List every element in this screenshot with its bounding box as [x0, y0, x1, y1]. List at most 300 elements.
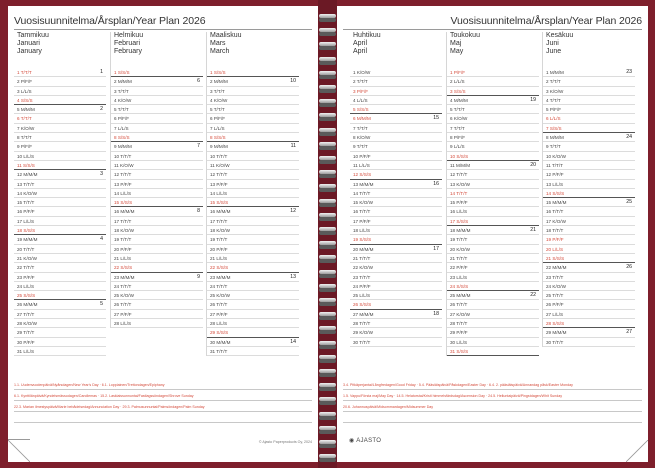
day-row[interactable] — [543, 235, 635, 244]
day-label: 31 S/S/S — [450, 348, 469, 354]
holiday-note-line: 1.1. Uudenvuodenpäivä/Nyårsdagen/New Year's Day · 6.1. Loppiainen/Trettondagen/Epiphany — [14, 379, 312, 390]
day-row[interactable] — [207, 189, 299, 198]
month-header — [14, 32, 106, 68]
day-row[interactable] — [207, 68, 299, 77]
day-row[interactable] — [543, 282, 635, 291]
day-row[interactable] — [207, 170, 299, 179]
day-row[interactable] — [543, 338, 635, 347]
day-label: 18 T/T/T — [546, 228, 564, 234]
day-row[interactable] — [111, 226, 203, 235]
day-label: 13 T/T/T — [17, 181, 35, 187]
day-row[interactable] — [350, 263, 442, 272]
month-name-fi: Tammikuu — [17, 32, 49, 39]
day-row[interactable] — [543, 291, 635, 300]
day-row[interactable] — [14, 198, 106, 207]
day-label: 3 P/F/F — [353, 88, 369, 94]
week-number: 16 — [433, 180, 439, 187]
day-row[interactable] — [207, 152, 299, 161]
day-row[interactable] — [543, 142, 635, 151]
day-row[interactable] — [111, 77, 203, 86]
week-number: 15 — [433, 115, 439, 122]
day-row[interactable] — [111, 105, 203, 114]
binding-ring — [319, 57, 336, 61]
day-row[interactable] — [447, 245, 539, 254]
day-row[interactable] — [543, 96, 635, 105]
day-label: 26 M/M/M — [17, 302, 38, 308]
binding-ring — [319, 383, 336, 387]
month-column — [542, 32, 635, 347]
day-row[interactable] — [350, 310, 442, 319]
day-row[interactable] — [543, 328, 635, 337]
day-row[interactable] — [350, 282, 442, 291]
day-label: 16 P/F/F — [17, 209, 35, 215]
day-label: 16 M/M/M — [114, 209, 135, 215]
day-row[interactable] — [543, 198, 635, 207]
day-row[interactable] — [111, 254, 203, 263]
day-label: 20 T/T/T — [17, 246, 35, 252]
day-row[interactable] — [350, 198, 442, 207]
day-label: 28 K/O/W — [17, 321, 37, 327]
day-label: 26 P/F/F — [546, 302, 564, 308]
day-row[interactable] — [14, 245, 106, 254]
day-row[interactable] — [14, 133, 106, 142]
day-label: 10 L/L/S — [17, 153, 35, 159]
day-row[interactable] — [207, 87, 299, 96]
day-row[interactable] — [543, 189, 635, 198]
month-header — [350, 32, 442, 68]
day-row[interactable] — [14, 291, 106, 300]
day-label: 26 T/T/T — [114, 302, 132, 308]
day-row[interactable] — [207, 328, 299, 337]
day-row[interactable] — [350, 87, 442, 96]
day-label: 4 M/M/M — [450, 97, 468, 103]
month-name-fi: Helmikuu — [114, 32, 144, 39]
day-row[interactable] — [14, 114, 106, 123]
day-row[interactable] — [350, 170, 442, 179]
day-row[interactable] — [111, 114, 203, 123]
day-row[interactable] — [14, 338, 106, 347]
day-row[interactable] — [447, 282, 539, 291]
month-column — [110, 32, 203, 328]
day-row[interactable] — [543, 133, 635, 142]
day-label: 22 M/M/M — [546, 265, 567, 271]
day-row[interactable] — [111, 189, 203, 198]
day-row[interactable] — [14, 254, 106, 263]
day-label: 12 T/T/T — [114, 172, 132, 178]
day-label: 5 T/T/T — [450, 107, 465, 113]
day-row[interactable] — [111, 245, 203, 254]
day-row[interactable] — [14, 273, 106, 282]
day-row[interactable] — [14, 87, 106, 96]
day-row[interactable] — [14, 347, 106, 356]
day-row[interactable] — [447, 235, 539, 244]
page-title: Vuosisuunnitelma/Årsplan/Year Plan 2026 — [450, 15, 642, 27]
day-row[interactable] — [350, 217, 442, 226]
day-row[interactable] — [350, 226, 442, 235]
day-row[interactable] — [111, 161, 203, 170]
day-label: 12 S/S/S — [353, 172, 372, 178]
day-label: 13 K/O/W — [450, 181, 470, 187]
day-row[interactable] — [207, 245, 299, 254]
day-label: 22 P/F/F — [450, 265, 468, 271]
day-label: 5 T/T/T — [210, 107, 225, 113]
month-name-sv: April — [353, 40, 368, 48]
day-label: 21 L/L/S — [114, 255, 132, 261]
day-list — [543, 68, 635, 347]
day-label: 10 K/O/W — [546, 153, 566, 159]
day-label: 21 S/S/S — [546, 255, 565, 261]
day-row[interactable] — [14, 300, 106, 309]
day-row[interactable] — [111, 291, 203, 300]
day-row[interactable] — [207, 161, 299, 170]
day-row[interactable] — [350, 273, 442, 282]
day-label: 17 S/S/S — [450, 218, 469, 224]
day-row[interactable] — [447, 207, 539, 216]
day-row[interactable] — [207, 105, 299, 114]
day-row[interactable] — [111, 170, 203, 179]
day-row[interactable] — [14, 217, 106, 226]
binding-ring — [319, 355, 336, 359]
day-label: 3 S/S/S — [450, 88, 466, 94]
day-row[interactable] — [447, 77, 539, 86]
day-row[interactable] — [543, 273, 635, 282]
day-row[interactable] — [207, 254, 299, 263]
day-row[interactable] — [350, 189, 442, 198]
month-name-en: May — [450, 48, 464, 56]
day-row[interactable] — [14, 226, 106, 235]
day-row[interactable] — [207, 180, 299, 189]
day-row[interactable] — [14, 263, 106, 272]
day-row[interactable] — [14, 68, 106, 77]
day-label: 5 T/T/T — [114, 107, 129, 113]
day-row[interactable] — [111, 282, 203, 291]
day-row[interactable] — [14, 319, 106, 328]
day-row[interactable] — [207, 300, 299, 309]
day-label: 22 S/S/S — [114, 265, 133, 271]
day-row[interactable] — [14, 328, 106, 337]
day-row[interactable] — [447, 347, 539, 356]
holiday-note-line: 1.5. Vappu/Första maj/May Day · 14.5. Helatorstai/Kristi himmelsfärdsdag/Ascension Day · 24.5. Helluntaipäivä/Pingstdagen/Whit Sunday — [343, 390, 642, 401]
title-divider — [343, 29, 642, 30]
day-label: 23 T/T/T — [353, 274, 371, 280]
day-row[interactable] — [207, 198, 299, 207]
binding-ring — [319, 199, 336, 203]
day-label: 11 M/M/M — [450, 162, 471, 168]
day-row[interactable] — [207, 96, 299, 105]
day-row[interactable] — [447, 170, 539, 179]
day-label: 16 T/T/T — [546, 209, 564, 215]
day-row[interactable] — [447, 273, 539, 282]
day-row[interactable] — [447, 263, 539, 272]
day-row[interactable] — [111, 198, 203, 207]
day-row[interactable] — [207, 310, 299, 319]
day-row[interactable] — [111, 319, 203, 328]
day-row[interactable] — [447, 124, 539, 133]
day-row[interactable] — [350, 124, 442, 133]
day-row[interactable] — [14, 310, 106, 319]
day-label: 14 T/T/T — [353, 190, 371, 196]
week-number: 1 — [100, 69, 103, 75]
day-row[interactable] — [207, 133, 299, 142]
day-label: 6 P/F/F — [114, 116, 130, 122]
day-label: 6 L/L/S — [546, 116, 561, 122]
day-label: 21 T/T/T — [353, 255, 371, 261]
day-row[interactable] — [447, 254, 539, 263]
week-number: 13 — [290, 273, 296, 280]
day-label: 24 T/T/T — [114, 283, 132, 289]
day-row[interactable] — [350, 161, 442, 170]
day-row[interactable] — [350, 328, 442, 337]
day-row[interactable] — [207, 347, 299, 356]
day-row[interactable] — [14, 142, 106, 151]
day-label: 27 T/T/T — [17, 311, 35, 317]
day-label: 28 T/T/T — [353, 321, 371, 327]
holiday-notes — [343, 379, 642, 423]
day-row[interactable] — [543, 263, 635, 272]
day-row[interactable] — [207, 142, 299, 151]
binding-ring — [319, 42, 336, 46]
week-number: 18 — [433, 310, 439, 317]
day-row[interactable] — [447, 133, 539, 142]
binding-ring — [319, 312, 336, 316]
day-list — [447, 68, 539, 356]
day-row[interactable] — [350, 319, 442, 328]
day-row[interactable] — [350, 152, 442, 161]
day-row[interactable] — [14, 180, 106, 189]
day-row[interactable] — [447, 142, 539, 151]
day-row[interactable] — [543, 124, 635, 133]
day-row[interactable] — [111, 87, 203, 96]
day-row[interactable] — [447, 161, 539, 170]
day-label: 30 M/M/M — [210, 339, 231, 345]
day-label: 24 S/S/S — [450, 283, 469, 289]
day-row[interactable] — [111, 273, 203, 282]
day-row[interactable] — [111, 207, 203, 216]
day-row[interactable] — [447, 152, 539, 161]
day-row[interactable] — [111, 133, 203, 142]
day-row[interactable] — [111, 300, 203, 309]
day-label: 13 L/L/S — [546, 181, 564, 187]
day-row[interactable] — [207, 235, 299, 244]
day-row[interactable] — [543, 226, 635, 235]
day-row[interactable] — [543, 152, 635, 161]
day-label: 24 K/O/W — [546, 283, 566, 289]
day-row[interactable] — [447, 300, 539, 309]
binding-ring — [319, 341, 336, 345]
day-row[interactable] — [111, 217, 203, 226]
day-row[interactable] — [350, 291, 442, 300]
day-row[interactable] — [14, 235, 106, 244]
brand-logo — [349, 437, 381, 444]
day-row[interactable] — [111, 235, 203, 244]
day-label: 30 L/L/S — [450, 339, 468, 345]
day-label: 20 L/L/S — [546, 246, 564, 252]
day-row[interactable] — [111, 263, 203, 272]
day-label: 6 K/O/W — [450, 116, 468, 122]
day-label: 28 T/T/T — [450, 321, 468, 327]
day-row[interactable] — [543, 300, 635, 309]
day-row[interactable] — [447, 87, 539, 96]
day-row[interactable] — [111, 310, 203, 319]
holiday-note-line — [14, 412, 312, 423]
day-row[interactable] — [111, 180, 203, 189]
day-label: 1 T/T/T — [17, 70, 32, 75]
day-row[interactable] — [543, 254, 635, 263]
day-row[interactable] — [447, 114, 539, 123]
day-label: 18 K/O/W — [210, 228, 230, 234]
day-row[interactable] — [543, 207, 635, 216]
day-row[interactable] — [447, 328, 539, 337]
day-row[interactable] — [447, 68, 539, 77]
day-row[interactable] — [14, 124, 106, 133]
day-row[interactable] — [207, 319, 299, 328]
day-row[interactable] — [207, 282, 299, 291]
day-row[interactable] — [447, 180, 539, 189]
day-row[interactable] — [207, 77, 299, 86]
day-label: 15 T/T/T — [17, 200, 35, 206]
day-row[interactable] — [14, 152, 106, 161]
day-row[interactable] — [350, 235, 442, 244]
day-row[interactable] — [14, 161, 106, 170]
week-number: 27 — [626, 329, 632, 336]
day-row[interactable] — [111, 152, 203, 161]
day-label: 8 S/S/S — [210, 135, 226, 141]
day-label: 19 T/T/T — [450, 237, 468, 243]
day-row[interactable] — [447, 291, 539, 300]
day-row[interactable] — [111, 124, 203, 133]
binding-ring — [319, 298, 336, 302]
day-row[interactable] — [207, 291, 299, 300]
day-row[interactable] — [350, 105, 442, 114]
day-row[interactable] — [207, 263, 299, 272]
day-label: 18 K/O/W — [114, 228, 134, 234]
day-row[interactable] — [543, 310, 635, 319]
right-page — [337, 6, 648, 462]
day-row[interactable] — [14, 189, 106, 198]
day-row[interactable] — [350, 254, 442, 263]
day-row[interactable] — [111, 142, 203, 151]
day-row[interactable] — [543, 77, 635, 86]
day-label: 21 T/T/T — [450, 255, 468, 261]
day-row[interactable] — [207, 338, 299, 347]
week-number: 20 — [530, 161, 536, 168]
day-row[interactable] — [350, 96, 442, 105]
day-row[interactable] — [447, 338, 539, 347]
day-row[interactable] — [543, 105, 635, 114]
day-row[interactable] — [447, 189, 539, 198]
day-row[interactable] — [543, 245, 635, 254]
day-label: 20 P/F/F — [210, 246, 228, 252]
day-row[interactable] — [447, 105, 539, 114]
holiday-note-line: 6.1. Kynttilänpäivä/Kyndelsmässodagen/Candlemas · 15.2. Laskiaissunnuntai/Fastlagssöndagen/Shrove Sunday — [14, 390, 312, 401]
day-label: 26 T/T/T — [210, 302, 228, 308]
day-row[interactable] — [350, 77, 442, 86]
day-row[interactable] — [350, 68, 442, 77]
day-label: 9 M/M/M — [210, 144, 228, 150]
day-row[interactable] — [543, 114, 635, 123]
day-row[interactable] — [543, 87, 635, 96]
day-label: 18 L/L/S — [353, 228, 371, 234]
day-label: 24 L/L/S — [17, 283, 35, 289]
day-row[interactable] — [207, 124, 299, 133]
day-row[interactable] — [543, 161, 635, 170]
month-header — [207, 32, 299, 68]
day-label: 8 M/M/M — [546, 135, 564, 141]
day-row[interactable] — [543, 68, 635, 77]
day-row[interactable] — [111, 96, 203, 105]
day-row[interactable] — [350, 133, 442, 142]
month-name-sv: Juni — [546, 40, 559, 48]
day-row[interactable] — [207, 273, 299, 282]
day-row[interactable] — [207, 114, 299, 123]
day-row[interactable] — [543, 170, 635, 179]
page-corner-mark — [626, 440, 648, 462]
day-row[interactable] — [207, 217, 299, 226]
day-row[interactable] — [14, 77, 106, 86]
binding-ring — [319, 128, 336, 132]
day-row[interactable] — [14, 207, 106, 216]
week-number: 23 — [626, 69, 632, 75]
day-row[interactable] — [350, 142, 442, 151]
week-number: 2 — [100, 106, 103, 113]
day-row[interactable] — [111, 68, 203, 77]
month-name-en: June — [546, 48, 562, 56]
day-label: 27 K/O/W — [450, 311, 470, 317]
day-row[interactable] — [447, 96, 539, 105]
week-number: 26 — [626, 264, 632, 271]
day-row[interactable] — [543, 180, 635, 189]
week-number: 21 — [530, 227, 536, 234]
day-row[interactable] — [14, 282, 106, 291]
day-row[interactable] — [447, 310, 539, 319]
day-row[interactable] — [543, 319, 635, 328]
day-row[interactable] — [350, 180, 442, 189]
day-row[interactable] — [447, 217, 539, 226]
day-label: 14 T/T/T — [450, 190, 468, 196]
day-row[interactable] — [350, 338, 442, 347]
day-label: 24 P/F/F — [353, 283, 371, 289]
day-row[interactable] — [207, 226, 299, 235]
day-label: 12 M/M/M — [17, 172, 38, 178]
day-label: 17 T/T/T — [210, 218, 228, 224]
day-row[interactable] — [14, 96, 106, 105]
day-row[interactable] — [207, 207, 299, 216]
day-row[interactable] — [350, 245, 442, 254]
day-label: 11 K/O/W — [210, 162, 230, 168]
day-row[interactable] — [350, 300, 442, 309]
binding-ring — [319, 255, 336, 259]
day-label: 22 S/S/S — [210, 265, 229, 271]
day-row[interactable] — [14, 105, 106, 114]
month-header — [543, 32, 635, 68]
day-row[interactable] — [447, 319, 539, 328]
holiday-note-line — [343, 412, 642, 423]
binding-ring — [319, 156, 336, 160]
day-row[interactable] — [350, 207, 442, 216]
day-label: 19 T/T/T — [114, 237, 132, 243]
day-row[interactable] — [543, 217, 635, 226]
day-label: 25 S/S/S — [17, 293, 36, 299]
day-row[interactable] — [447, 198, 539, 207]
day-row[interactable] — [350, 114, 442, 123]
day-label: 4 T/T/T — [546, 97, 561, 103]
day-row[interactable] — [447, 226, 539, 235]
day-label: 20 K/O/W — [450, 246, 470, 252]
day-label: 31 T/T/T — [210, 348, 228, 354]
day-row[interactable] — [14, 170, 106, 179]
day-label: 26 S/S/S — [353, 302, 372, 308]
day-label: 24 T/T/T — [210, 283, 228, 289]
